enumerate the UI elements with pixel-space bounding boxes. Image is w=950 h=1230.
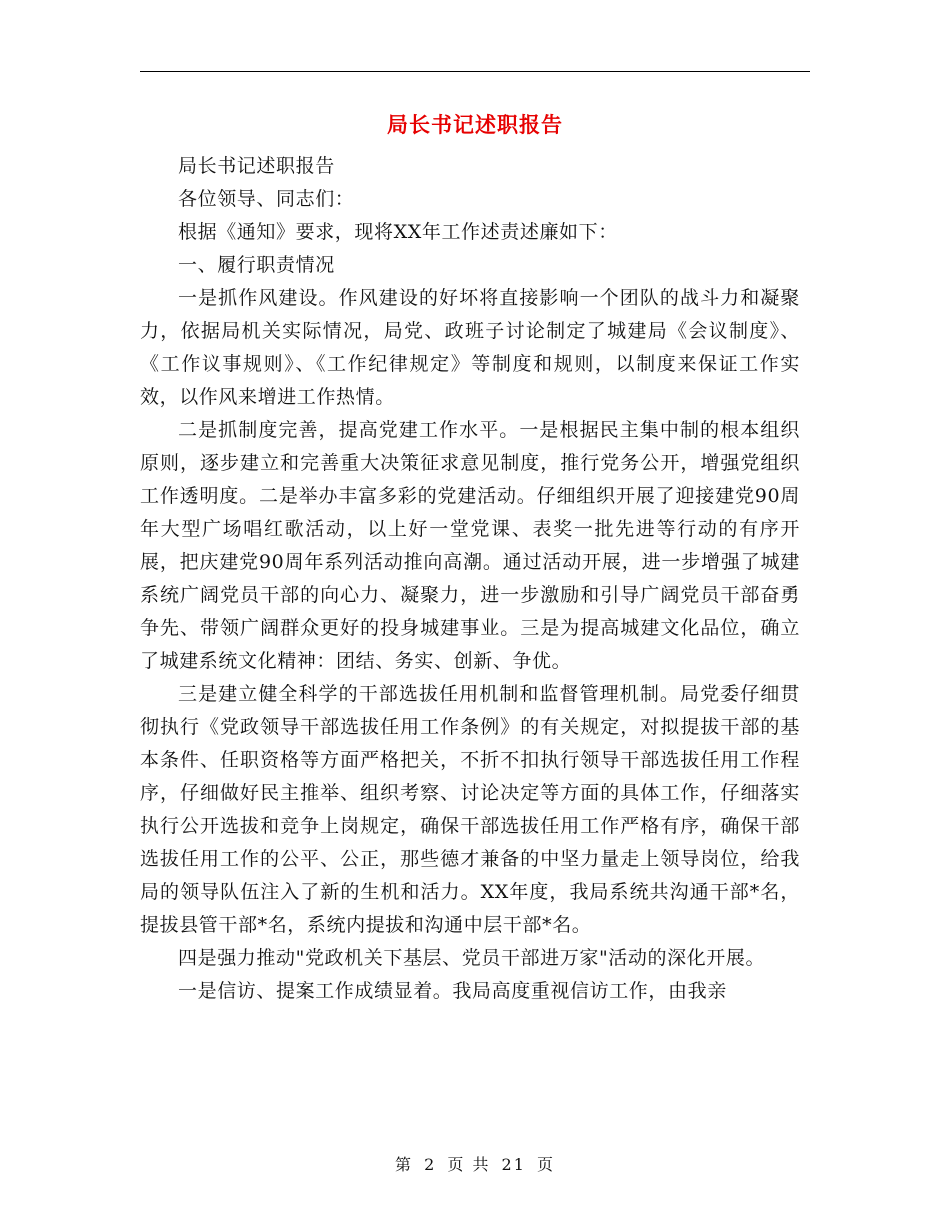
section-heading: 一、履行职责情况 [178,254,335,276]
header-rule [140,71,810,72]
footer-middle: 页 共 [447,1155,491,1174]
paragraph: 一是抓作风建设。作风建设的好坏将直接影响一个团队的战斗力和凝聚力，依据局机关实际情况，局党、政班子讨论制定了城建局《会议制度》、《工作议事规则》、《工作纪律规定》等制度和规则，以制度来保证工作实效，以作风来增进工作热情。 [140,287,800,408]
footer-prefix: 第 [394,1155,413,1174]
paragraph-intro: 根据《通知》要求，现将XX年工作述责述廉如下： [178,221,618,243]
page-number: 2 [424,1155,437,1174]
footer-suffix: 页 [537,1155,556,1174]
paragraph-subtitle: 局长书记述职报告 [178,155,335,177]
page-total: 21 [501,1155,526,1174]
paragraph: 三是建立健全科学的干部选拔任用机制和监督管理机制。局党委仔细贯彻执行《党政领导干部选拔任用工作条例》的有关规定，对拟提拔干部的基本条件、任职资格等方面严格把关，不折不扣执行领导干部选拔任用工作程序，仔细做好民主推举、组织考察、讨论决定等方面的具体工作，仔细落实执行公开选拔和竞争上岗规定，确保干部选拔任用工作严格有序，确保干部选拔任用工作的公平、公正，那些德才兼备的中坚力量走上领导岗位，给我局的领导队伍注入了新的生机和活力。XX年度，我局系统共沟通干部*名，提拔县管干部*名，系统内提拔和沟通中层干部*名。 [140,683,800,936]
document-title: 局长书记述职报告 [387,113,563,137]
paragraph: 一是信访、提案工作成绩显着。我局高度重视信访工作，由我亲 [178,980,727,1002]
page-footer [140,1152,810,1175]
document-body [140,150,800,1008]
paragraph-salutation: 各位领导、同志们： [178,188,355,210]
paragraph: 二是抓制度完善，提高党建工作水平。一是根据民主集中制的根本组织原则，逐步建立和完善重大决策征求意见制度，推行党务公开，增强党组织工作透明度。二是举办丰富多彩的党建活动。仔细组织开展了迎接建党90周年大型广场唱红歌活动，以上好一堂党课、表奖一批先进等行动的有序开展，把庆建党90周年系列活动推向高潮。通过活动开展，进一步增强了城建系统广阔党员干部的向心力、凝聚力，进一步激励和引导广阔党员干部奋勇争先、带领广阔群众更好的投身城建事业。三是为提高城建文化品位，确立了城建系统文化精神：团结、务实、创新、争优。 [140,419,800,672]
paragraph: 四是强力推动"党政机关下基层、党员干部进万家"活动的深化开展。 [178,947,766,969]
